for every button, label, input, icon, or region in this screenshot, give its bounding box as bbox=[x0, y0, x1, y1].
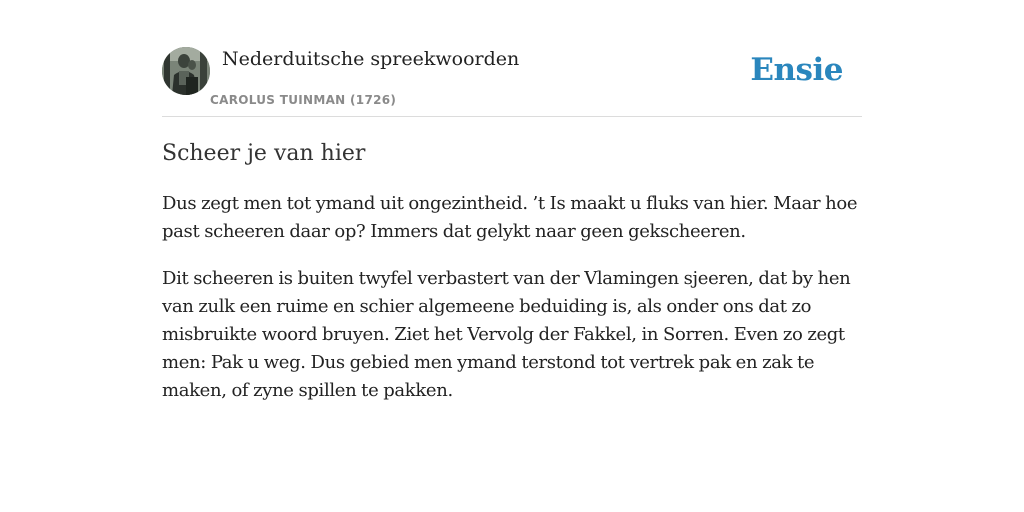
book-header bbox=[162, 46, 862, 117]
entry-content bbox=[162, 138, 862, 424]
entry-title: Scheer je van hier bbox=[162, 141, 366, 166]
author-portrait-icon bbox=[162, 47, 210, 95]
author-name[interactable]: CAROLUS TUINMAN (1726) bbox=[210, 93, 397, 107]
entry-paragraph-2: Dit scheeren is buiten twyfel verbastert van der Vlamingen sjeeren, dat by hen van zulk een ruime en schier algemeene beduiding is, als onder ons dat zo misbruikte woord bruyen. Ziet het Vervolg der Fakkel, in Sorren. Even zo zegt men: Pak u weg. Dus gebied men ymand terstond tot vertrek pak en zak te maken, of zyne spillen te pakken. bbox=[162, 268, 851, 401]
author-avatar[interactable] bbox=[162, 47, 210, 95]
entry-paragraph-1: Dus zegt men tot ymand uit ongezintheid. ’t Is maakt u fluks van hier. Maar hoe past scheeren daar op? Immers dat gelykt naar geen gekscheeren. bbox=[162, 193, 858, 242]
book-title[interactable]: Nederduitsche spreekwoorden bbox=[222, 48, 520, 70]
ensie-logo[interactable]: Ensie bbox=[750, 52, 843, 88]
